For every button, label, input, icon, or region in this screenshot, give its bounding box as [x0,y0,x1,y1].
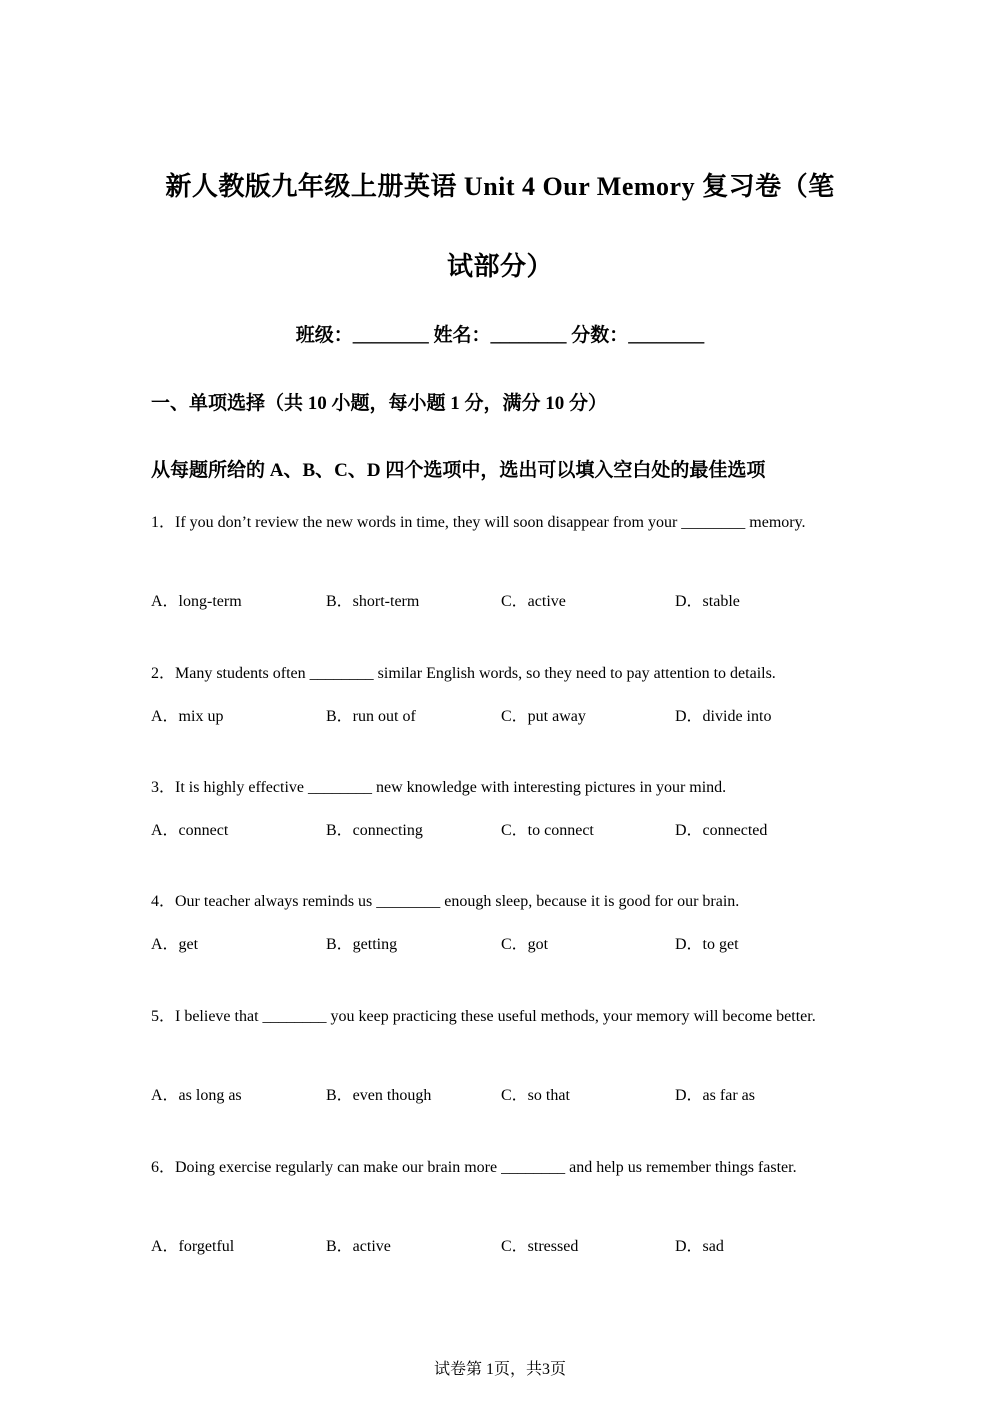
page-title-line-1: 新人教版九年级上册英语 Unit 4 Our Memory 复习卷（笔 [165,172,835,201]
question-2 [151,654,851,725]
question-5 [151,997,851,1104]
section-heading: 一、单项选择（共 10 小题，每小题 1 分，满分 10 分） [151,393,608,414]
option-c: C．to connect [501,822,594,839]
question-options [151,1233,851,1255]
option-d: D．connected [675,822,768,839]
question-options [151,817,851,839]
option-d: D．divide into [675,708,772,725]
option-b: B．connecting [326,822,423,839]
question-stem: 4．Our teacher always reminds us ________ enough sleep, because it is good for our brain. [151,893,740,910]
question-stem: 6．Doing exercise regularly can make our brain more ________ and help us remember things faster. [151,1159,797,1176]
question-stem: 5．I believe that ________ you keep practicing these useful methods, your memory will become better. [151,1008,816,1025]
option-c: C．put away [501,708,586,725]
option-a: A．as long as [151,1087,242,1104]
question-stem: 2．Many students often ________ similar English words, so they need to pay attention to details. [151,665,776,682]
question-options [151,1082,851,1104]
option-c: C．active [501,593,566,610]
option-b: B．short-term [326,593,420,610]
question-stem: 1．If you don’t review the new words in time, they will soon disappear from your ________ memory. [151,514,806,531]
option-a: A．get [151,936,199,953]
option-c: C．so that [501,1087,570,1104]
option-a: A．connect [151,822,229,839]
option-a: A．long-term [151,593,242,610]
question-3 [151,768,851,839]
option-a: A．forgetful [151,1238,235,1255]
question-1 [151,503,851,610]
option-b: B．run out of [326,708,416,725]
option-c: C．got [501,936,549,953]
student-info-line: 班级：________ 姓名：________ 分数：________ [295,325,705,346]
question-6 [151,1148,851,1255]
question-4 [151,882,851,953]
question-stem: 3．It is highly effective ________ new knowledge with interesting pictures in your mind. [151,779,727,796]
option-b: B．active [326,1238,391,1255]
section-instruction: 从每题所给的 A、B、C、D 四个选项中，选出可以填入空白处的最佳选项 [151,460,766,481]
option-d: D．stable [675,593,740,610]
option-b: B．even though [326,1087,432,1104]
option-b: B．getting [326,936,398,953]
question-options [151,931,851,953]
question-options [151,588,851,610]
option-d: D．as far as [675,1087,755,1104]
option-a: A．mix up [151,708,224,725]
option-d: D．sad [675,1238,724,1255]
page-title-line-2: 试部分） [446,252,553,281]
question-options [151,703,851,725]
option-c: C．stressed [501,1238,579,1255]
page-footer: 试卷第 1页，共3页 [433,1361,566,1378]
option-d: D．to get [675,936,739,953]
